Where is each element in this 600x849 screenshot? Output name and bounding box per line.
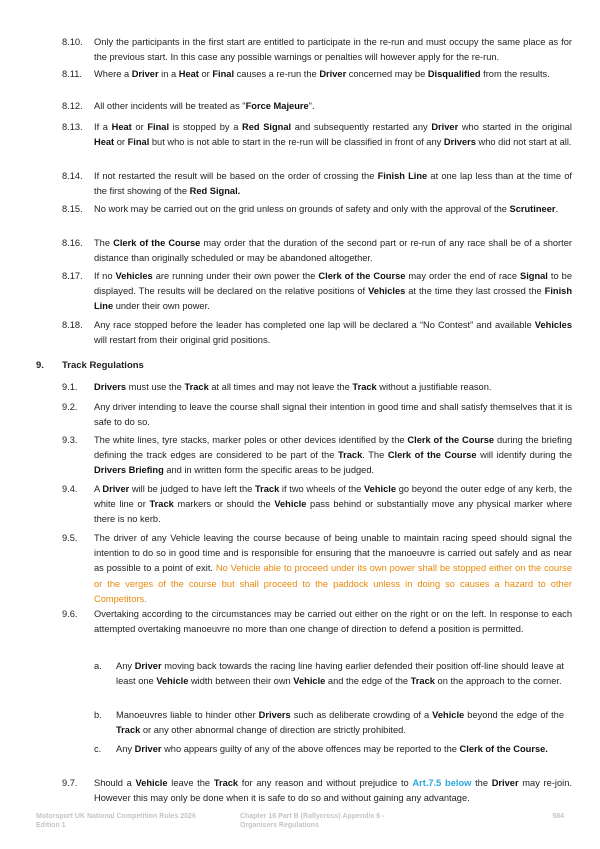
text-run: from the results. <box>480 69 550 79</box>
clause-text <box>94 169 572 199</box>
clause-8-10 <box>62 35 572 65</box>
text-run: without a justifiable reason. <box>376 382 492 392</box>
text-run: and in written form the specific areas to be judged. <box>163 465 375 476</box>
defined-term: Track <box>337 450 363 461</box>
clause-text <box>94 380 572 395</box>
text-run: ". <box>308 101 315 111</box>
text-run: and the edge of the <box>325 676 411 687</box>
text-run: beyond the edge of the <box>464 710 564 720</box>
defined-term: Finish Line <box>377 171 428 181</box>
clause-9-5 <box>62 531 572 607</box>
defined-term: Final <box>127 137 150 148</box>
clause-number: 8.18. <box>62 320 83 330</box>
clause-number: 8.15. <box>62 204 83 214</box>
text-run: to be displayed. The results will be declared on the relative positions of <box>94 271 573 297</box>
clause-9-3 <box>62 433 572 479</box>
text-run: or <box>131 122 148 132</box>
clause-9-4 <box>62 482 572 528</box>
subclause-b <box>94 708 564 738</box>
clause-number: 8.12. <box>62 101 83 111</box>
defined-term: Final <box>147 122 170 132</box>
defined-term: Force Majeure <box>245 101 309 111</box>
defined-term: Drivers Briefing <box>94 465 164 476</box>
text-run: moving back towards the racing line having earlier defended their position off-line should leave at least one <box>116 661 565 687</box>
text-run: go beyond the outer edge of any kerb, the white line or <box>94 484 572 510</box>
defined-term: Heat <box>94 137 115 148</box>
defined-term: Clerk of the Course. <box>459 744 548 754</box>
defined-term: Driver <box>491 778 519 788</box>
section-number: 9. <box>36 360 44 371</box>
text-run: during the briefing defining the track edges are considered to be part of the <box>94 435 572 461</box>
text-run: If a <box>94 122 112 132</box>
subclause-a <box>94 659 564 689</box>
text-run: Should a <box>94 778 136 788</box>
defined-term: Track <box>254 484 280 494</box>
text-run: If no <box>94 271 116 281</box>
clause-8-12 <box>62 99 572 114</box>
text-run: No work may be carried out on the grid unless on grounds of safety and only with the approval of the <box>94 204 510 214</box>
text-run: or <box>198 69 213 79</box>
clause-number: 9.6. <box>62 609 78 619</box>
subclause-text <box>116 708 564 738</box>
clause-text <box>94 776 572 806</box>
defined-term: Vehicles <box>115 271 153 281</box>
defined-term: Clerk of the Course <box>318 271 406 281</box>
text-run: . <box>555 204 559 214</box>
clause-text <box>94 531 572 607</box>
defined-term: Final <box>212 69 235 79</box>
subclause-letter: a. <box>94 661 102 671</box>
clause-8-11 <box>62 67 572 82</box>
clause-9-2 <box>62 400 572 430</box>
text-run: width between their own <box>188 676 294 687</box>
text-run: Only the participants in the first start are entitled to participate in the re-run and must occupy the same place as for the previous start. In this case any possible warnings or penalties will however apply for the re-run. <box>94 37 572 63</box>
text-run: Any race stopped before the leader has completed one lap will be declared a “No Contest” and available <box>94 320 535 330</box>
defined-term: Signal <box>520 271 548 281</box>
footer-edition: Edition 1 <box>36 822 66 829</box>
clause-number: 8.16. <box>62 238 83 248</box>
clause-text <box>94 120 572 150</box>
text-run: The white lines, tyre stacks, marker poles or other devices identified by the <box>94 435 408 445</box>
defined-term: Red Signal. <box>189 186 241 197</box>
text-run: Where a <box>94 69 132 79</box>
defined-term: Driver <box>134 744 162 754</box>
text-run: the <box>471 778 492 788</box>
text-run: may order that the duration of the second part or re-run of any race shall be of a shorter distance than originally scheduled or may be abandoned altogether. <box>94 238 573 264</box>
text-run: Any driver intending to leave the course shall signal their intention in good time and shall satisfy themselves that it is safe to do so. <box>94 402 572 428</box>
text-run: if two wheels of the <box>279 484 364 494</box>
defined-term: Vehicle <box>293 676 326 687</box>
defined-term: Heat <box>178 69 199 79</box>
defined-term: Vehicle <box>135 778 168 788</box>
text-run: markers or should the <box>173 499 275 510</box>
text-run: All other incidents will be treated as " <box>94 101 246 111</box>
subclause-c <box>94 742 564 757</box>
text-run: who started in the original <box>458 122 572 132</box>
text-run: who appears guilty of any of the above offences may be reported to the <box>161 744 460 754</box>
text-run: at one lap less than at the time of the first showing of the <box>94 171 572 197</box>
clause-8-15 <box>62 202 572 217</box>
text-run: pass behind or substantially move any physical marker where there is no kerb. <box>94 499 572 525</box>
footer-chapter: Chapter 16 Part B (Rallycross) Appendix 6 - <box>240 813 385 820</box>
text-run: or any other abnormal change of direction are strictly prohibited. <box>140 725 406 736</box>
clause-number: 9.2. <box>62 402 78 412</box>
defined-term: Vehicle <box>432 710 465 720</box>
clause-text <box>94 482 572 528</box>
subclause-letter: c. <box>94 744 102 754</box>
section-title: Track Regulations <box>62 360 144 371</box>
text-run: who did not start at all. <box>475 137 572 148</box>
clause-number: 8.10. <box>62 37 83 47</box>
text-run: will be judged to have left the <box>129 484 255 494</box>
text-run: under their own power. <box>113 301 210 312</box>
defined-term: Track <box>213 778 239 788</box>
clause-9-6 <box>62 607 572 637</box>
clause-number: 9.3. <box>62 435 78 445</box>
defined-term: Driver <box>102 484 130 494</box>
defined-term: Vehicle <box>156 676 189 687</box>
clause-text <box>94 400 572 430</box>
text-run: causes a re-run the <box>234 69 320 79</box>
footer-left <box>36 812 196 830</box>
text-run: or <box>114 137 128 148</box>
defined-term: Driver <box>431 122 459 132</box>
clause-number: 9.1. <box>62 382 78 392</box>
defined-term: Vehicle <box>274 499 307 510</box>
clause-text <box>94 318 572 348</box>
subclause-text <box>116 742 564 757</box>
clause-text <box>94 35 572 65</box>
clause-text <box>94 99 572 114</box>
defined-term: Drivers <box>443 137 476 148</box>
clause-number: 9.4. <box>62 484 78 494</box>
section-heading <box>36 360 144 371</box>
text-run: will identify during the <box>476 450 572 461</box>
footer-chapter-subtitle: Organisers Regulations <box>240 822 319 829</box>
text-run: at all times and may not leave the <box>208 382 353 392</box>
clause-number: 9.7. <box>62 778 78 788</box>
text-run: Overtaking according to the circumstances may be carried out either on the right or on the left. In response to each attempted overtaking manoeuvre no more than one change of direction to defend a position is permitted. <box>94 609 572 635</box>
text-run: but who is not able to start in the re-run will be classified in front of any <box>149 137 444 148</box>
text-run: at the time they last crossed the <box>405 286 545 297</box>
clause-text <box>94 202 572 217</box>
text-run: Manoeuvres liable to hinder other <box>116 710 259 720</box>
clause-8-14 <box>62 169 572 199</box>
clause-number: 8.13. <box>62 122 83 132</box>
text-run: The driver of any Vehicle leaving the course because of being unable to maintain racing speed should signal the intention to do so in good time and is responsible for ensuring that the manoeuvre is carried out safely and as near as possible to a point of exit. <box>94 533 572 574</box>
text-run: concerned may be <box>346 69 428 79</box>
clause-9-1 <box>62 380 572 395</box>
cross-reference-link[interactable]: Art.7.5 below <box>412 778 472 788</box>
text-run: If not restarted the result will be based on the order of crossing the <box>94 171 378 181</box>
clause-text <box>94 67 572 82</box>
clause-text <box>94 433 572 479</box>
text-run: . The <box>362 450 388 461</box>
text-run: may re-join. However this may only be done when it is safe to do so and without gaining any advantage. <box>94 778 572 804</box>
text-run: The <box>94 238 114 248</box>
defined-term: Driver <box>134 661 162 671</box>
defined-term: Driver <box>131 69 159 79</box>
clause-8-16 <box>62 236 572 266</box>
defined-term: Clerk of the Course <box>387 450 477 461</box>
defined-term: Vehicle <box>363 484 397 494</box>
defined-term: Track <box>352 382 377 392</box>
clause-number: 8.11. <box>62 69 82 79</box>
clause-number: 8.14. <box>62 171 83 181</box>
subclause-text <box>116 659 564 689</box>
text-run: leave the <box>167 778 214 788</box>
clause-8-17 <box>62 269 572 315</box>
clause-text <box>94 269 572 315</box>
text-run: Any <box>116 744 135 754</box>
subclause-letter: b. <box>94 710 102 720</box>
defined-term: Drivers <box>94 382 127 392</box>
text-run: in a <box>158 69 179 79</box>
highlighted-text: No Vehicle able to proceed under its own power shall be stopped either on the course or the verges of the course but shall proceed to the paddock unless in doing so causes a hazard to other Competitors. <box>94 563 572 604</box>
clause-9-7 <box>62 776 572 806</box>
defined-term: Drivers <box>258 710 291 720</box>
clause-8-18 <box>62 318 572 348</box>
footer-publication: Motorsport UK National Competition Rules 2026 <box>36 813 196 820</box>
defined-term: Finish Line <box>94 286 573 312</box>
clause-text <box>94 607 572 637</box>
defined-term: Disqualified <box>427 69 481 79</box>
clause-number: 8.17. <box>62 271 83 281</box>
text-run: must use the <box>126 382 185 392</box>
defined-term: Vehicles <box>368 286 406 297</box>
clause-number: 9.5. <box>62 533 78 543</box>
text-run: A <box>94 484 103 494</box>
defined-term: Driver <box>319 69 347 79</box>
clause-text <box>94 236 572 266</box>
text-run: will restart from their original grid positions. <box>94 335 271 346</box>
text-run: may order the end of race <box>405 271 520 281</box>
text-run: for any reason and without prejudice to <box>238 778 413 788</box>
defined-term: Scrutineer <box>509 204 556 214</box>
text-run: Any <box>116 661 135 671</box>
defined-term: Track <box>184 382 209 392</box>
defined-term: Clerk of the Course <box>407 435 495 445</box>
text-run: is stopped by a <box>169 122 243 132</box>
text-run: are running under their own power the <box>152 271 319 281</box>
text-run: such as deliberate crowding of a <box>290 710 433 720</box>
defined-term: Red Signal <box>242 122 292 132</box>
defined-term: Track <box>410 676 435 687</box>
defined-term: Vehicles <box>534 320 572 330</box>
defined-term: Track <box>116 725 141 736</box>
text-run: on the approach to the corner. <box>434 676 562 687</box>
defined-term: Track <box>149 499 174 510</box>
text-run: and subsequently restarted any <box>291 122 432 132</box>
clause-8-13 <box>62 120 572 150</box>
defined-term: Heat <box>111 122 132 132</box>
defined-term: Clerk of the Course <box>113 238 201 248</box>
footer-center <box>240 812 384 830</box>
footer-page-number: 584 <box>552 813 564 820</box>
